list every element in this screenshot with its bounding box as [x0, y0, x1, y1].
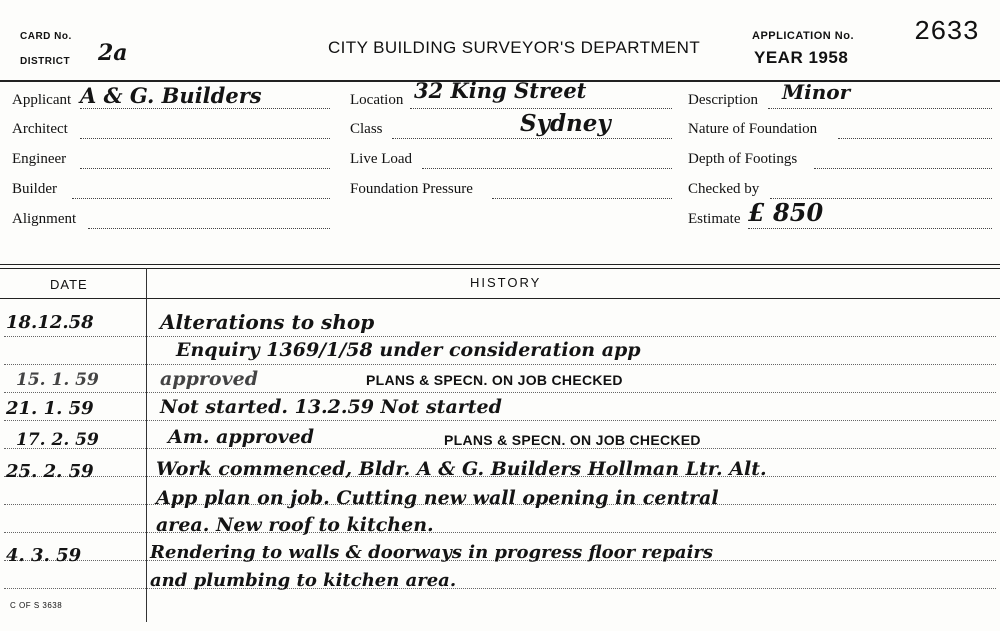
nature-of-foundation-dotted-line: [838, 138, 992, 139]
history-header-rule: [0, 298, 1000, 299]
depth-of-footings-dotted-line: [814, 168, 992, 169]
entry-date: 17. 2. 59: [16, 430, 99, 450]
form-code: C OF S 3638: [10, 601, 63, 610]
district-label: DISTRICT: [20, 56, 71, 67]
checked-by-label: Checked by: [688, 181, 760, 197]
entry-date: 4. 3. 59: [6, 545, 82, 566]
department-title: CITY BUILDING SURVEYOR'S DEPARTMENT: [328, 38, 701, 57]
description-dotted-line: [768, 108, 992, 109]
year-label: YEAR 1958: [754, 48, 849, 67]
entry-date: 15. 1. 59: [16, 370, 99, 390]
class-dotted-line: [392, 138, 672, 139]
history-rule: [4, 336, 996, 337]
plans-checked-stamp: PLANS & SPECN. ON JOB CHECKED: [366, 372, 623, 388]
history-rule: [4, 448, 996, 449]
history-rule: [4, 420, 996, 421]
estimate-value: £ 850: [748, 198, 824, 227]
history-rule: [4, 532, 996, 533]
applicant-value: A & G. Builders: [80, 83, 262, 108]
entry-text: and plumbing to kitchen area.: [150, 570, 457, 591]
location-value-line2: Sydney: [520, 110, 611, 137]
applicant-dotted-line: [80, 108, 330, 109]
application-no-value: 2633: [914, 18, 979, 48]
history-rule: [4, 364, 996, 365]
live-load-label: Live Load: [350, 151, 413, 167]
history-top-rule-double: [0, 268, 1000, 269]
history-top-rule: [0, 264, 1000, 265]
location-dotted-line: [410, 108, 672, 109]
entry-text: Enquiry 1369/1/58 under consideration app: [176, 339, 641, 361]
engineer-dotted-line: [80, 168, 330, 169]
estimate-label: Estimate: [688, 211, 741, 227]
entry-text: Am. approved: [168, 426, 315, 448]
entry-text: Not started. 13.2.59 Not started: [160, 396, 502, 418]
estimate-dotted-line: [748, 228, 992, 229]
alignment-label: Alignment: [12, 211, 77, 227]
foundation-pressure-label: Foundation Pressure: [350, 181, 473, 197]
entry-text: App plan on job. Cutting new wall opening in central: [156, 487, 719, 509]
entry-text: Rendering to walls & doorways in progress floor repairs: [150, 542, 714, 563]
foundation-pressure-dotted-line: [492, 198, 672, 199]
application-no-label: APPLICATION No.: [752, 30, 855, 42]
entry-date: 21. 1. 59: [6, 398, 94, 419]
history-column-header: HISTORY: [470, 275, 542, 290]
location-label: Location: [350, 92, 404, 108]
entry-text: approved: [160, 368, 258, 390]
date-column-header: DATE: [50, 277, 88, 292]
date-column-divider: [146, 268, 147, 622]
nature-of-foundation-label: Nature of Foundation: [688, 121, 818, 137]
card-no-label: CARD No.: [20, 31, 72, 42]
description-value: Minor: [782, 80, 851, 104]
builder-dotted-line: [72, 198, 330, 199]
history-rule: [4, 392, 996, 393]
entry-date: 25. 2. 59: [6, 461, 94, 482]
class-label: Class: [350, 121, 383, 137]
district-value: 2a: [98, 40, 128, 66]
engineer-label: Engineer: [12, 151, 67, 167]
builder-label: Builder: [12, 181, 57, 197]
entry-text: Alterations to shop: [160, 310, 375, 334]
entry-text: Work commenced, Bldr. A & G. Builders Hollman Ltr. Alt.: [156, 458, 767, 480]
depth-of-footings-label: Depth of Footings: [688, 151, 798, 167]
entry-text: area. New roof to kitchen.: [156, 514, 434, 536]
architect-dotted-line: [80, 138, 330, 139]
entry-date: 18.12.58: [6, 312, 94, 333]
applicant-label: Applicant: [12, 92, 72, 108]
live-load-dotted-line: [422, 168, 672, 169]
description-label: Description: [688, 92, 758, 108]
plans-checked-stamp: PLANS & SPECN. ON JOB CHECKED: [444, 432, 701, 448]
location-value-line1: 32 King Street: [414, 78, 587, 103]
alignment-dotted-line: [88, 228, 330, 229]
architect-label: Architect: [12, 121, 68, 137]
